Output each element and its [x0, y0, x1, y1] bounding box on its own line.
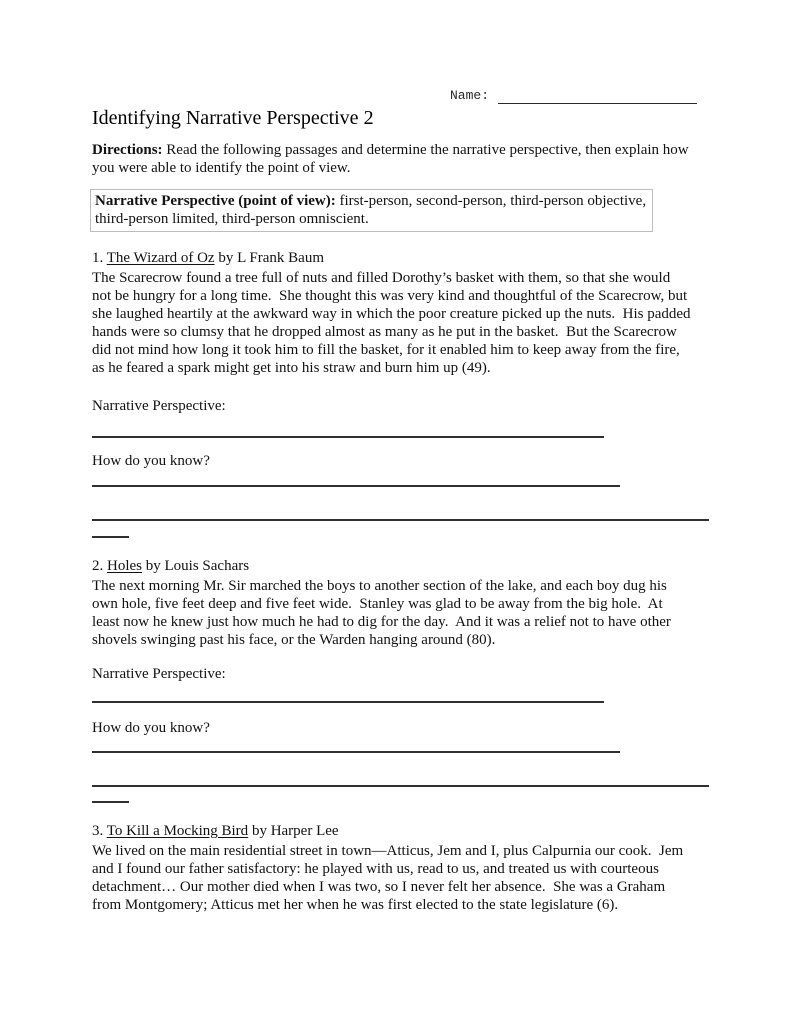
question-2-narrative-perspective-label: Narrative Perspective:: [92, 666, 226, 682]
question-1-answer-blank-line-3: [92, 536, 129, 538]
page-content: [92, 0, 709, 914]
question-1-answer-blank-line-1: [92, 485, 620, 487]
question-2-how-do-you-know-label: How do you know?: [92, 720, 210, 736]
question-1-number: 1.: [92, 250, 107, 266]
question-3-number: 3.: [92, 823, 107, 839]
question-3-heading: [92, 822, 692, 840]
question-1-heading: [92, 249, 692, 267]
question-1-answer-blank-line-2: [92, 519, 709, 521]
page-title: Identifying Narrative Perspective 2: [92, 107, 374, 129]
question-1-book-title: The Wizard of Oz: [106, 250, 215, 266]
question-2-number: 2.: [92, 558, 107, 574]
question-1-narrative-perspective-blank: [92, 436, 604, 438]
directions-text: Read the following passages and determine the narrative perspective, then explain how you were able to identify the point of view.: [92, 142, 693, 176]
question-3-byline: by Harper Lee: [248, 823, 339, 839]
question-2-heading: [92, 557, 692, 575]
question-1-passage: The Scarecrow found a tree full of nuts and filled Dorothy’s basket with them, so that she would not be hungry for a long time. She thought this was very kind and thoughtful of the Scarecrow, but she laughed heartily at the awkward way in which the poor creature picked up the nuts. His padded hands were so clumsy that he dropped almost as many as he put in the basket. But the Scarecrow did not mind how long it took him to fill the basket, for it enabled him to keep away from the fire, as he feared a spark might get into his straw and burn him up (49).: [92, 270, 695, 376]
question-3-passage: We lived on the main residential street in town—Atticus, Jem and I, plus Calpurnia our cook. Jem and I found our father satisfactory: he played with us, read to us, and treated us with courteous detachment… Our mother died when I was two, so I never felt her absence. She was a Graham from Montgomery; Atticus met her when he was first elected to the state legislature (6).: [92, 843, 687, 913]
name-blank-line: [498, 90, 697, 104]
key-box-text: first-person, second-person, third-person objective, third-person limited, third-person omniscient.: [95, 193, 650, 227]
directions-label: Directions:: [92, 142, 163, 158]
question-2-answer-blank-line-3: [92, 801, 129, 803]
question-2-answer-blank-line-1: [92, 751, 620, 753]
question-2-narrative-perspective-blank: [92, 701, 604, 703]
directions: [92, 141, 692, 177]
question-1-how-do-you-know-label: How do you know?: [92, 453, 210, 469]
key-box-label: Narrative Perspective (point of view):: [95, 193, 336, 209]
question-2-answer-blank-line-2: [92, 785, 709, 787]
narrative-perspective-key-box: [90, 189, 653, 232]
question-2-passage: The next morning Mr. Sir marched the boys to another section of the lake, and each boy dug his own hole, five feet deep and five feet wide. Stanley was glad to be away from the big hole. At least now he knew just how much he had to dig for the day. And it was a relief not to have other shovels swinging past his face, or the Warden hanging around (80).: [92, 578, 675, 648]
question-2-book-title: Holes: [107, 558, 142, 574]
question-3-book-title: To Kill a Mocking Bird: [106, 823, 249, 839]
question-1-narrative-perspective-label: Narrative Perspective:: [92, 398, 226, 414]
name-field-label: Name:: [449, 88, 489, 103]
question-2-byline: by Louis Sachars: [142, 558, 250, 574]
name-field: [450, 88, 697, 104]
question-1-byline: by L Frank Baum: [214, 250, 324, 266]
